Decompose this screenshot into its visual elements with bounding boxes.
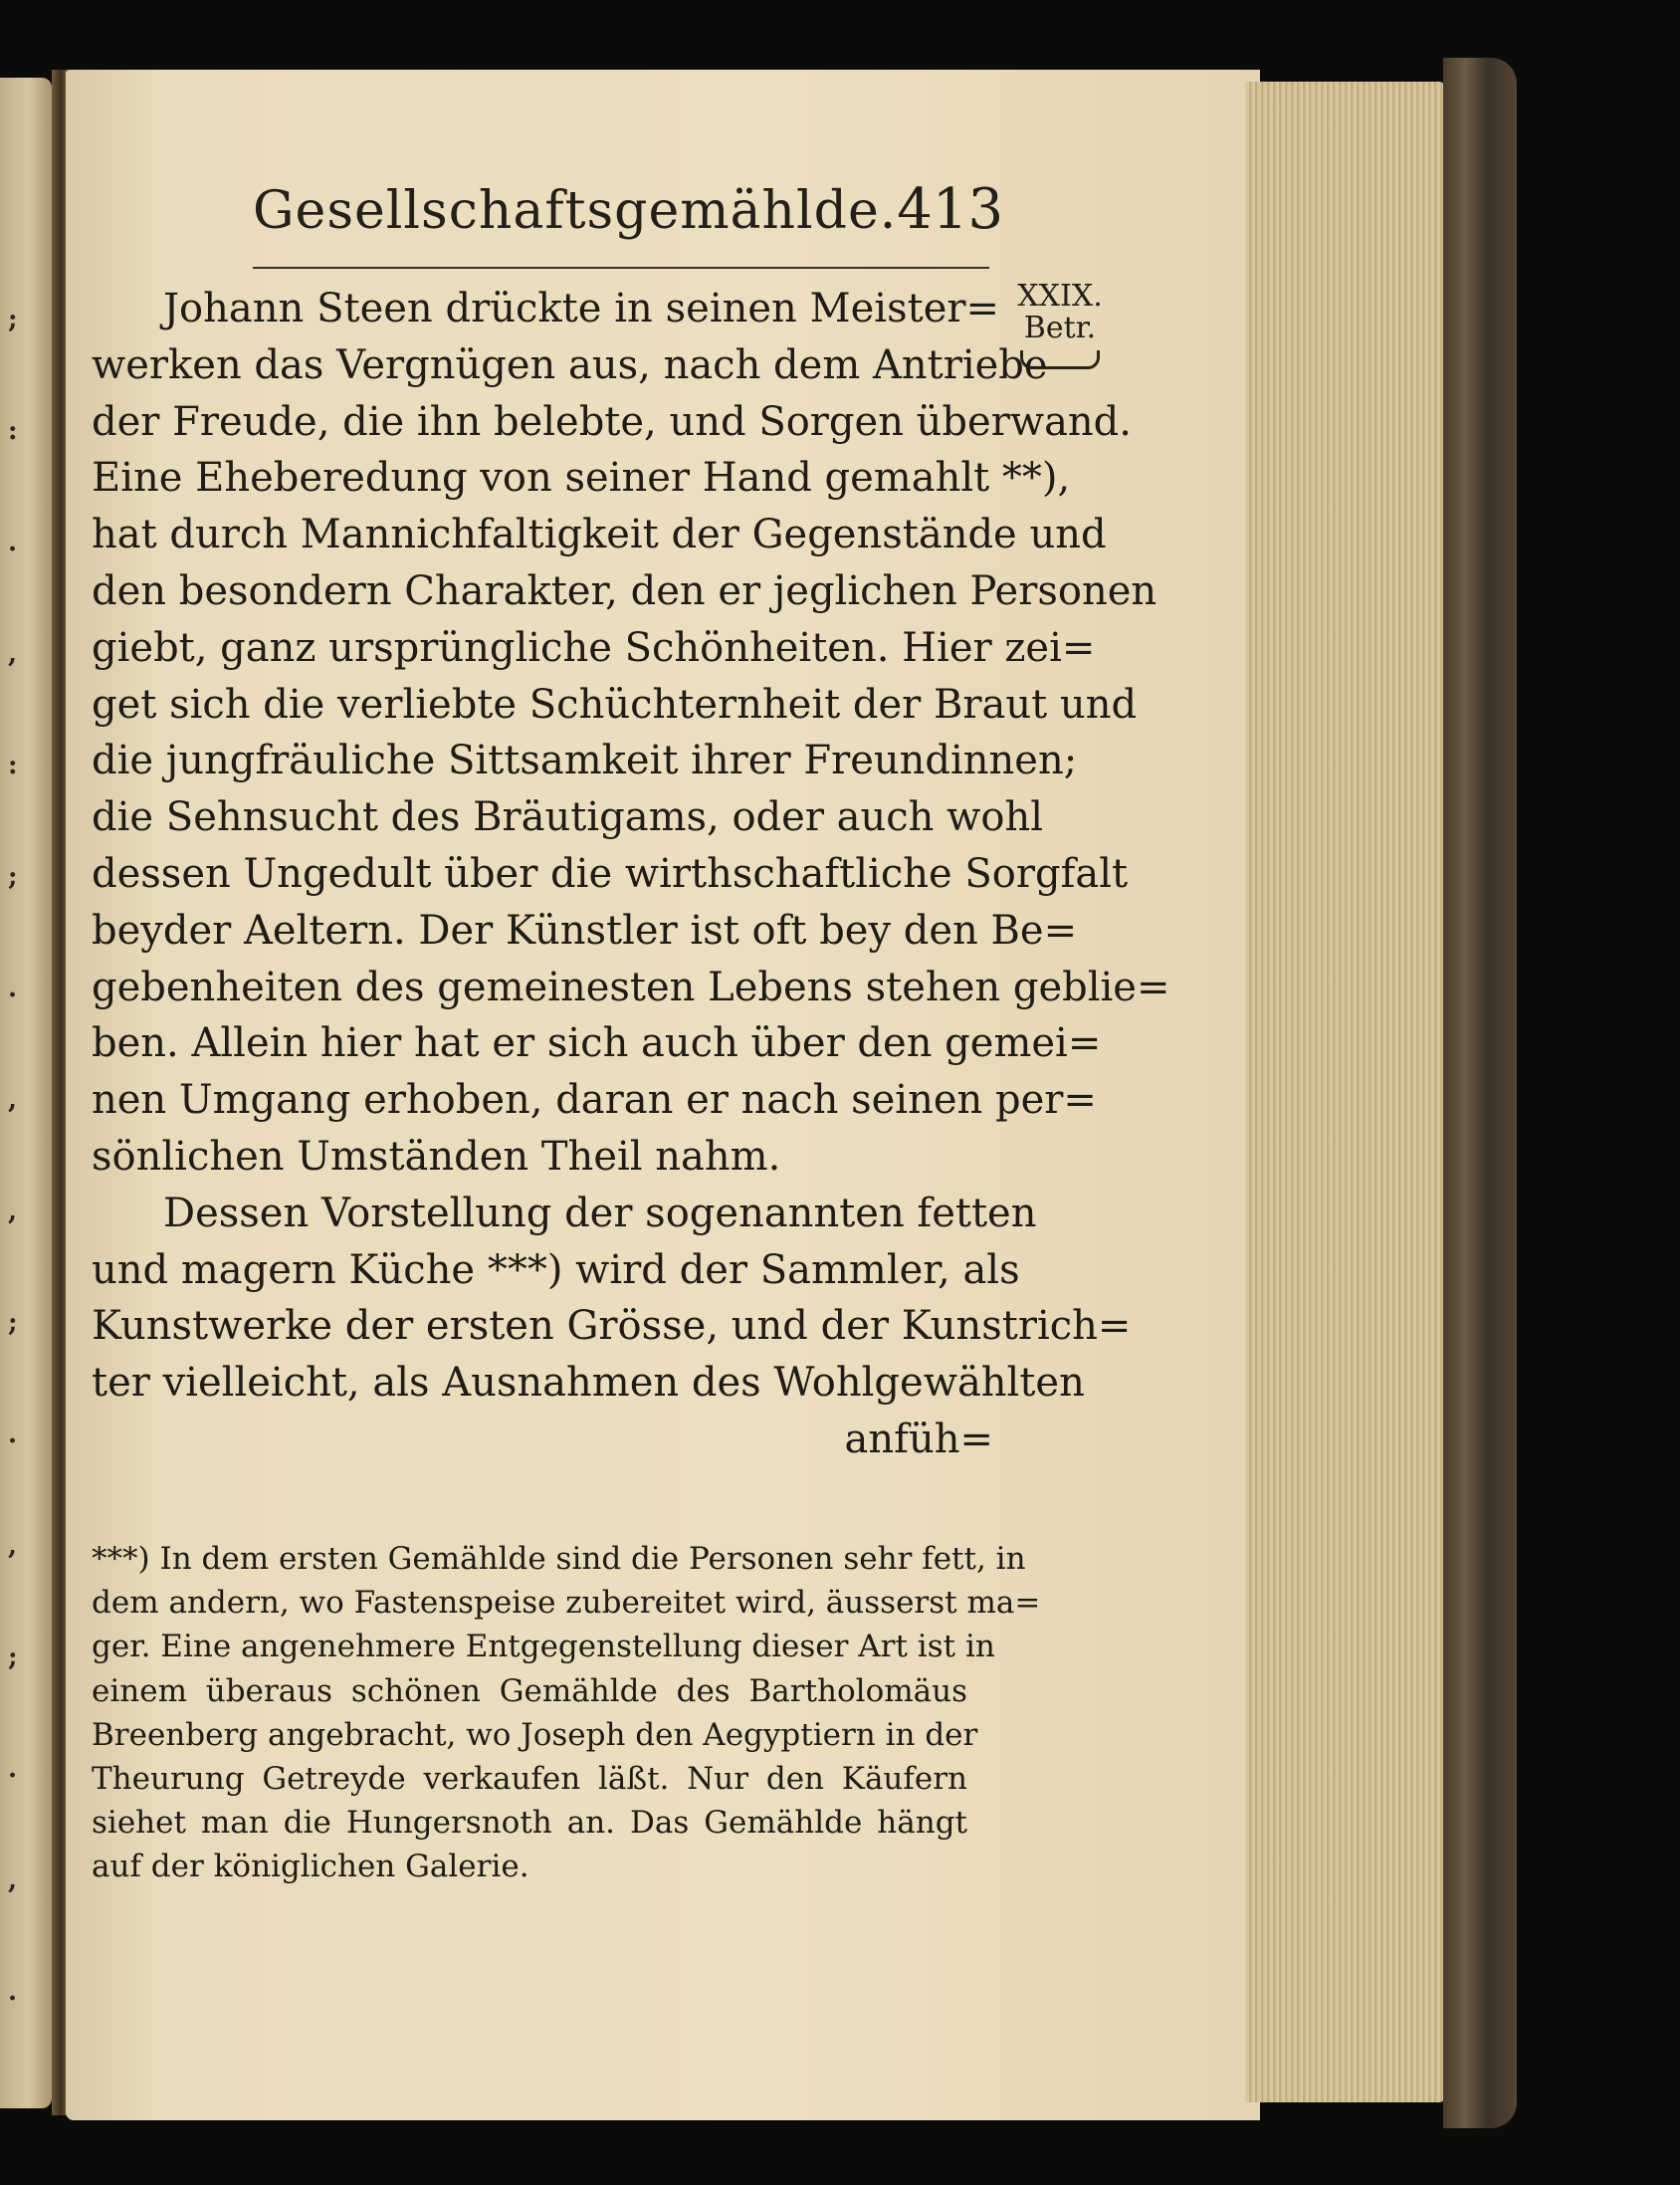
previous-page-edge — [0, 78, 52, 2108]
text-line: sönlichen Umständen Theil nahm. — [92, 1133, 781, 1180]
text-line: Kunstwerke der ersten Grösse, und der Kunstrich= — [92, 1303, 1132, 1350]
book-cover-edge — [1443, 58, 1517, 2128]
footnote-line: Theurung Getreyde verkaufen läßt. Nur den Käufern — [92, 1760, 967, 1797]
text-line: ter vielleicht, als Ausnahmen des Wohlgewählten — [92, 1360, 1085, 1407]
text-line: ben. Allein hier hat er sich auch über den gemei= — [92, 1020, 1102, 1067]
text-line: dessen Ungedult über die wirthschaftliche Sorgfalt — [92, 850, 1129, 897]
footnote-line: auf der königlichen Galerie. — [92, 1849, 529, 1885]
page-block-edges — [1246, 82, 1445, 2102]
text-line: gebenheiten des gemeinesten Lebens stehen geblie= — [92, 964, 1170, 1010]
text-line: Eine Eheberedung von seiner Hand gemahlt **), — [92, 455, 1071, 502]
text-line: die jungfräuliche Sittsamkeit ihrer Freundinnen; — [92, 738, 1078, 784]
page-header — [253, 177, 1004, 269]
previous-page-line-ends: ; : . , : ; . , , ; . , ; . , . — [8, 305, 18, 2007]
page-number: 413 — [897, 177, 1004, 242]
margin-note-label: Betr. — [1023, 311, 1097, 345]
footnote — [92, 1537, 1041, 1889]
running-title: Gesellschaftsgemählde. — [253, 181, 898, 241]
text-line: die Sehnsucht des Bräutigams, oder auch wohl — [92, 794, 1044, 841]
text-line: werken das Vergnügen aus, nach dem Antriebe — [92, 341, 1048, 388]
footnote-line: ger. Eine angenehmere Entgegenstellung dieser Art ist in — [92, 1629, 995, 1665]
footnote-line: einem überaus schönen Gemählde des Bartholomäus — [92, 1672, 967, 1709]
text-line: den besondern Charakter, den er jeglichen Personen — [92, 567, 1157, 614]
text-line: der Freude, die ihn belebte, und Sorgen überwand. — [92, 398, 1132, 445]
text-line: Johann Steen drückte in seinen Meister= — [163, 286, 999, 331]
text-line: hat durch Mannichfaltigkeit der Gegenstände und — [92, 512, 1107, 558]
footnote-line: Breenberg angebracht, wo Joseph den Aegyptiern in der — [92, 1716, 978, 1753]
footnote-line: dem andern, wo Fastenspeise zubereitet wird, äusserst ma= — [92, 1585, 1041, 1622]
footnote-line: siehet man die Hungersnoth an. Das Gemählde hängt — [92, 1805, 967, 1842]
text-line: nen Umgang erhoben, daran er nach seinen per= — [92, 1077, 1097, 1124]
margin-note-number: XXIX. — [1017, 279, 1103, 314]
catchword: anfüh= — [844, 1416, 993, 1462]
text-line: get sich die verliebte Schüchternheit der Braut und — [92, 681, 1138, 728]
text-line: Dessen Vorstellung der sogenannten fetten — [163, 1190, 1037, 1236]
footnote-line: ***) In dem ersten Gemählde sind die Personen sehr fett, in — [92, 1541, 1026, 1577]
text-line: beyder Aeltern. Der Künstler ist oft bey den Be= — [92, 907, 1078, 954]
text-line: und magern Küche ***) wird der Sammler, als — [92, 1246, 1020, 1293]
text-line: giebt, ganz ursprüngliche Schönheiten. Hier zei= — [92, 624, 1096, 671]
